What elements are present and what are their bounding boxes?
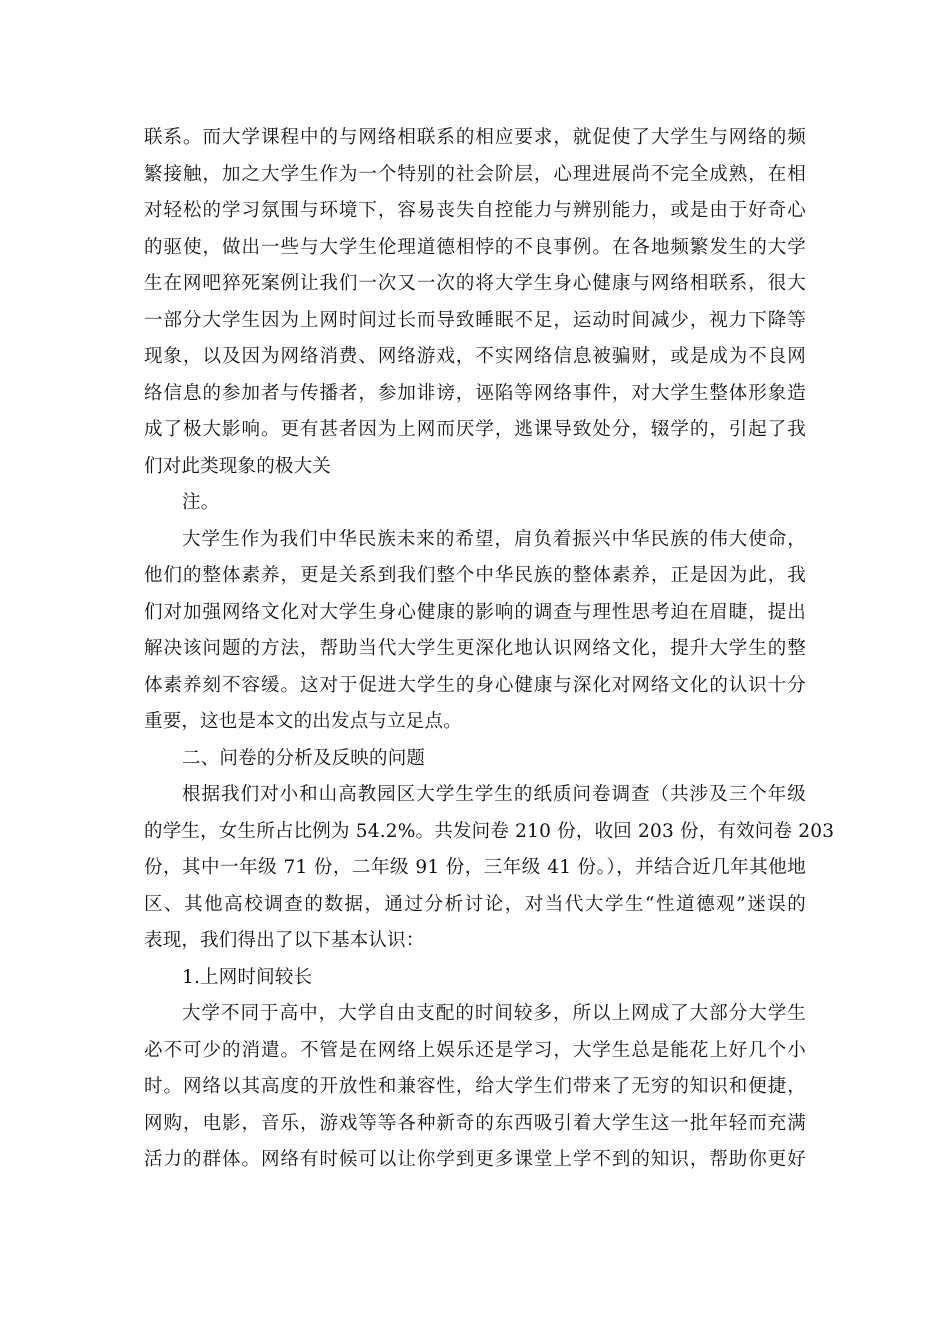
text-line: 活力的群体。网络有时候可以让你学到更多课堂上学不到的知识，帮助你更好 <box>144 1149 806 1170</box>
text-line: 生在网吧猝死案例让我们一次又一次的将大学生身心健康与网络相联系，很大 <box>144 273 806 294</box>
text-line: 的驱使，做出一些与大学生伦理道德相悖的不良事例。在各地频繁发生的大学 <box>144 236 806 258</box>
text-line: 体素养刻不容缓。这对于促进大学生的身心健康与深化对网络文化的认识十分 <box>144 674 806 696</box>
text-line: 对轻松的学习氛围与环境下，容易丧失自控能力与辨别能力，或是由于好奇心 <box>144 200 806 221</box>
text-line: 时。网络以其高度的开放性和兼容性，给大学生们带来了无穷的知识和便捷， <box>144 1076 806 1097</box>
text-line: 解决该问题的方法，帮助当代大学生更深化地认识网络文化，提升大学生的整 <box>144 638 806 659</box>
text-line: 联系。而大学课程中的与网络相联系的相应要求，就促使了大学生与网络的频 <box>144 127 806 148</box>
text-line: 区、其他高校调查的数据，通过分析讨论，对当代大学生“性道德观”迷误的 <box>144 893 806 915</box>
text-line: 成了极大影响。更有甚者因为上网而厌学，逃课导致处分，辍学的，引起了我 <box>144 419 806 440</box>
text-line: 二、问卷的分析及反映的问题 <box>182 747 426 769</box>
text-line: 大学不同于高中，大学自由支配的时间较多，所以上网成了大部分大学生 <box>182 1003 806 1024</box>
text-line: 一部分大学生因为上网时间过长而导致睡眠不足，运动时间减少，视力下降等 <box>144 309 806 331</box>
text-line: 根据我们对小和山高教园区大学生学生的纸质问卷调查（共涉及三个年级 <box>182 784 806 805</box>
text-line: 必不可少的消遣。不管是在网络上娱乐还是学习，大学生总是能花上好几个小 <box>144 1039 806 1061</box>
text-line: 网购，电影，音乐，游戏等等各种新奇的东西吸引着大学生这一批年轻而充满 <box>144 1112 806 1134</box>
text-line: 1.上网时间较长 <box>182 966 313 988</box>
text-line: 络信息的参加者与传播者，参加诽谤，诬陷等网络事件，对大学生整体形象造 <box>144 382 806 404</box>
text-line: 大学生作为我们中华民族未来的希望，肩负着振兴中华民族的伟大使命， <box>182 528 806 550</box>
text-line: 注。 <box>182 492 220 513</box>
text-line: 重要，这也是本文的出发点与立足点。 <box>144 711 462 732</box>
text-line: 现象，以及因为网络消费、网络游戏，不实网络信息被骗财，或是成为不良网 <box>144 346 806 367</box>
text-line: 们对加强网络文化对大学生身心健康的影响的调查与理性思考迫在眉睫，提出 <box>144 601 806 623</box>
text-line: 繁接触，加之大学生作为一个特别的社会阶层，心理进展尚不完全成熟，在相 <box>144 163 806 185</box>
body-text <box>144 120 835 1179</box>
text-line: 表现，我们得出了以下基本认识： <box>144 930 425 951</box>
text-line: 他们的整体素养，更是关系到我们整个中华民族的整体素养，正是因为此，我 <box>144 565 806 586</box>
text-line: 们对此类现象的极大关 <box>144 455 332 477</box>
text-line: 份，其中一年级 71 份，二年级 91 份，三年级 41 份。），并结合近几年其他地 <box>144 857 806 878</box>
text-line: 的学生，女生所占比例为 54.2%。共发问卷 210 份，收回 203 份，有效问卷 203 <box>144 820 835 842</box>
